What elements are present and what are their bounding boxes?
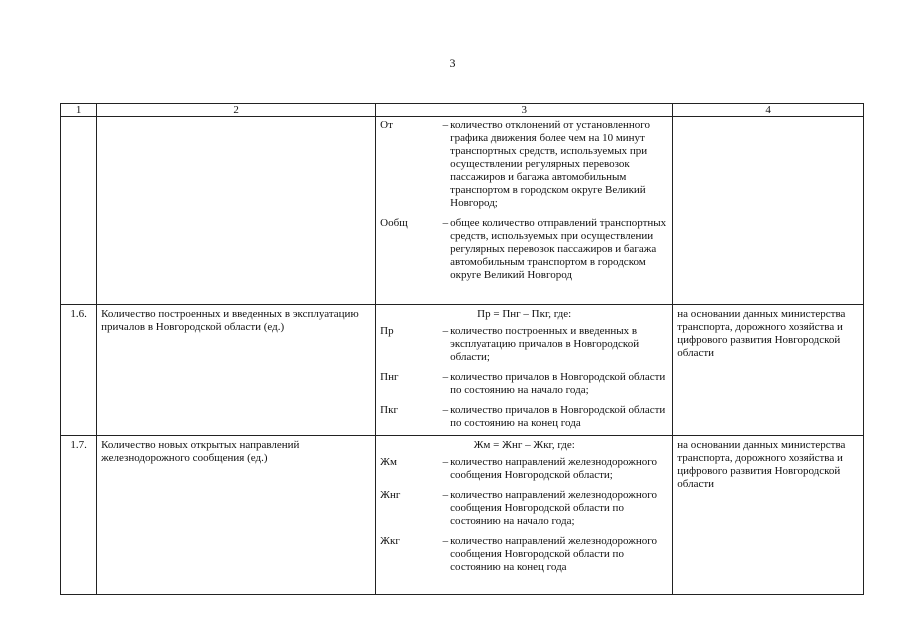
- page-number: 3: [449, 56, 456, 70]
- indicator-name: Количество построенных и введенных в эксплуатацию причалов в Новгородской области (ед.): [97, 305, 376, 436]
- indicator-name: [97, 117, 376, 305]
- variable-definition: [380, 456, 668, 482]
- variable-description: количество причалов в Новгородской области по состоянию на конец года: [450, 404, 666, 429]
- variable-symbol: От: [380, 119, 393, 131]
- indicator-table: [60, 103, 864, 595]
- table-header-cell: 3: [376, 104, 673, 117]
- table-header-row: [61, 104, 864, 117]
- table-header-cell: 1: [61, 104, 97, 117]
- data-source: [673, 117, 864, 305]
- variable-definition: [380, 371, 668, 397]
- calculation-method: [376, 436, 673, 595]
- variable-definition: [380, 404, 668, 430]
- variable-symbol: Жнг: [380, 489, 401, 501]
- data-source: на основании данных министерства транспорта, дорожного хозяйства и цифрового развития Новгородской области: [673, 305, 864, 436]
- variable-definition: [380, 119, 668, 210]
- variable-definition: [380, 489, 668, 528]
- dash-separator: –: [442, 325, 449, 337]
- variable-description: количество направлений железнодорожного сообщения Новгородской области по состоянию на конец года: [450, 535, 657, 573]
- data-source: на основании данных министерства транспорта, дорожного хозяйства и цифрового развития Новгородской области: [673, 436, 864, 595]
- formula: Пр = Пнг – Пкг, где:: [477, 308, 572, 320]
- calculation-method: [376, 117, 673, 305]
- row-number: [61, 117, 97, 305]
- dash-separator: –: [442, 535, 449, 547]
- table-row: [61, 436, 864, 595]
- dash-separator: –: [442, 217, 449, 229]
- indicator-name: Количество новых открытых направлений железнодорожного сообщения (ед.): [97, 436, 376, 595]
- variable-description: количество построенных и введенных в эксплуатацию причалов в Новгородской области;: [450, 325, 640, 363]
- variable-description: количество отклонений от установленного графика движения более чем на 10 минут транспортных средств, используемых при осуществлении регулярных перевозок пассажиров и багажа автомобильным транспортом в городском округе Великий Новгород;: [450, 119, 651, 209]
- calculation-method: [376, 305, 673, 436]
- variable-symbol: Пкг: [380, 404, 398, 416]
- dash-separator: –: [442, 119, 449, 131]
- formula: Жм = Жнг – Жкг, где:: [473, 439, 575, 451]
- variable-definition: [380, 325, 668, 364]
- dash-separator: –: [442, 489, 449, 501]
- variable-definition: [380, 217, 668, 282]
- variable-description: количество направлений железнодорожного сообщения Новгородской области;: [450, 456, 657, 481]
- variable-symbol: Ообщ: [380, 217, 408, 229]
- variable-definition: [380, 535, 668, 574]
- variable-symbol: Жм: [380, 456, 397, 468]
- variable-symbol: Жкг: [380, 535, 400, 547]
- table-header-cell: 2: [97, 104, 376, 117]
- variable-description: количество причалов в Новгородской области по состоянию на начало года;: [450, 371, 666, 396]
- variable-symbol: Пр: [380, 325, 394, 337]
- dash-separator: –: [442, 404, 449, 416]
- variable-description: общее количество отправлений транспортных средств, используемых при осуществлении регулярных перевозок пассажиров и багажа автомобильным транспортом в городском округе Великий Новгород: [450, 217, 667, 281]
- variable-symbol: Пнг: [380, 371, 399, 383]
- dash-separator: –: [442, 371, 449, 383]
- row-number: 1.7.: [61, 436, 97, 595]
- table-header-cell: 4: [673, 104, 864, 117]
- table-row: [61, 305, 864, 436]
- variable-description: количество направлений железнодорожного сообщения Новгородской области по состоянию на начало года;: [450, 489, 657, 527]
- table-row: [61, 117, 864, 305]
- row-number: 1.6.: [61, 305, 97, 436]
- dash-separator: –: [442, 456, 449, 468]
